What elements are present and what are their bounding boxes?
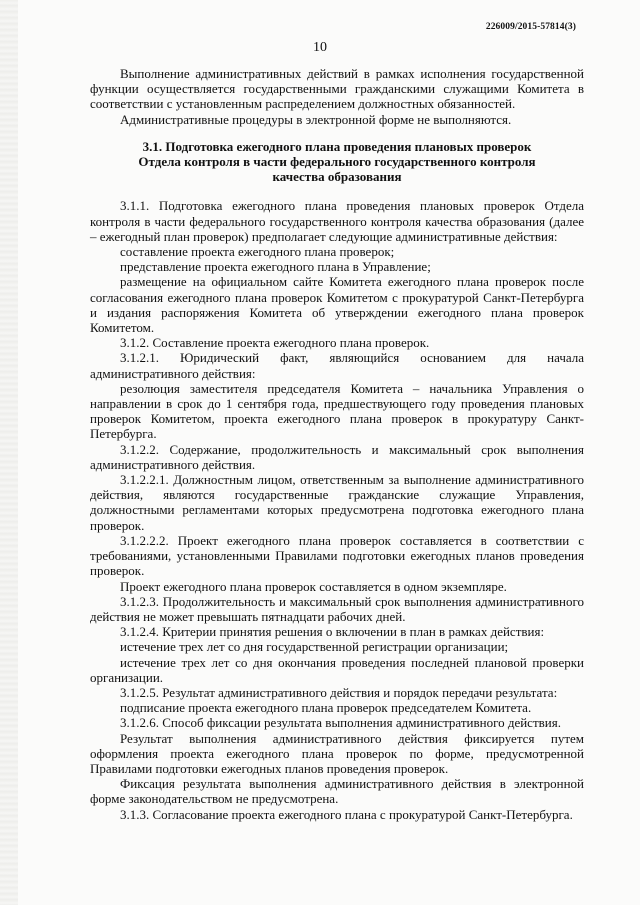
scan-edge [0,0,18,905]
paragraph: 3.1.2.4. Критерии принятия решения о включении в план в рамках действия: [120,624,545,640]
page-number: 10 [313,40,327,55]
paragraph: подписание проекта ежегодного плана проверок председателем Комитета. [120,700,532,716]
intro-paragraph: Выполнение административных действий в рамках исполнения государственной функции осуществляется государственными гражданскими служащими Комитета в соответствии с установленным распределением должностных обязанностей. [90,66,584,112]
paragraph: 3.1.3. Согласование проекта ежегодного плана с прокуратурой Санкт-Петербурга. [120,806,573,822]
paragraph: Результат выполнения административного действия фиксируется путем оформления проекта ежегодного плана проверок по форме, предусмотренной Правилами подготовки ежегодных планов проведения проверок. [90,730,584,776]
paragraph: 3.1.2.2.2. Проект ежегодного плана проверок составляется в соответствии с требованиями, установленными Правилами подготовки ежегодных планов проведения проверок. [90,532,584,579]
paragraph: составление проекта ежегодного плана проверок; [120,244,395,260]
paragraph: Проект ежегодного плана проверок составляется в одном экземпляре. [120,578,507,594]
intro-paragraph: Административные процедуры в электронной форме не выполняются. [120,111,512,127]
paragraph: резолюция заместителя председателя Комитета – начальника Управления о направлении в срок до 1 сентября года, предшествующего году проведения плановых проверок Комитетом, проекта ежегодного плана проверок в прокуратуру Санкт-Петербурга. [90,380,584,442]
document-body [90,66,584,822]
paragraph: представление проекта ежегодного плана в Управление; [120,259,431,275]
paragraph: 3.1.2.2. Содержание, продолжительность и максимальный срок выполнения административного действия. [90,441,584,472]
paragraph: 3.1.1. Подготовка ежегодного плана проведения плановых проверок Отдела контроля в части федерального государственного контроля качества образования (далее – ежегодный план проверок) предполагает следующие административные действия: [90,198,584,244]
section-heading-line: 3.1. Подготовка ежегодного плана проведения плановых проверок [142,138,532,154]
paragraph: размещение на официальном сайте Комитета ежегодного плана проверок после согласования ежегодного плана проверок Комитетом с прокуратурой Санкт-Петербурга и издания распоряжения Комитета об утверждении ежегодного плана проверок Комитетом. [90,274,584,336]
paragraph: 3.1.2.2.1. Должностным лицом, ответственным за выполнение административного действия, являются государственные гражданские служащие Управления, должностными регламентами которых предусмотрена подготовка ежегодного плана проверок. [90,472,584,533]
paragraph: 3.1.2.1. Юридический факт, являющийся основанием для начала административного действия: [90,350,584,381]
paragraph: 3.1.2.3. Продолжительность и максимальный срок выполнения административного действия не может превышать пятнадцати рабочих дней. [90,593,584,624]
paragraph: истечение трех лет со дня государственной регистрации организации; [120,639,509,655]
document-number: 226009/2015-57814(3) [485,22,576,32]
section-heading-line: качества образования [272,169,402,185]
paragraph: 3.1.2. Составление проекта ежегодного плана проверок. [120,335,430,351]
section-heading-line: Отдела контроля в части федерального государственного контроля [138,154,536,170]
paragraph: 3.1.2.6. Способ фиксации результата выполнения административного действия. [120,715,561,731]
paragraph: 3.1.2.5. Результат административного действия и порядок передачи результата: [120,684,558,700]
section-heading [90,139,584,185]
paragraph: Фиксация результата выполнения административного действия в электронной форме законодательством не предусмотрена. [90,776,584,807]
paragraph: истечение трех лет со дня окончания проведения последней плановой проверки организации. [90,654,584,685]
